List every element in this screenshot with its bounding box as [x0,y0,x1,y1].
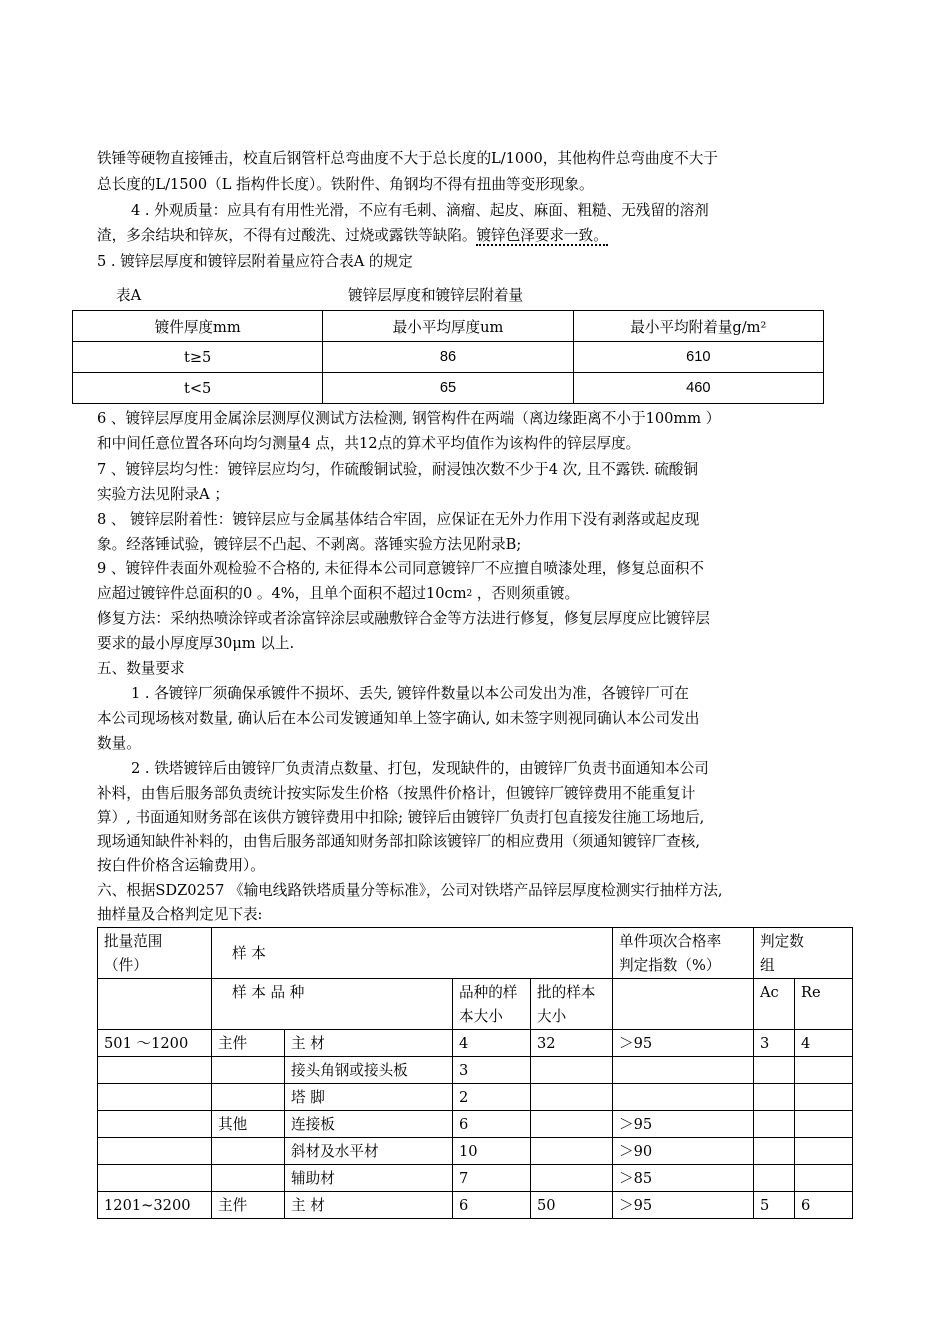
table-cell: 50 [531,1192,613,1219]
table-cell: 主 材 [285,1192,453,1219]
header-judgement: 判定数 组 [754,928,853,979]
table-cell: 辅助材 [285,1165,453,1192]
table-cell [795,1165,853,1192]
table-cell: 斜材及水平材 [285,1138,453,1165]
table-cell: t≥5 [73,342,323,373]
header-batch-sample-size: 批的样本 大小 [531,979,613,1030]
table-cell: 4 [795,1030,853,1057]
table-cell: 1201~3200 [98,1192,212,1219]
table-header: 镀件厚度mm [73,311,323,342]
table-cell [531,1057,613,1084]
table-cell [754,1084,795,1111]
text-line: 要求的最小厚度厚30μm 以上. [97,635,295,652]
table-cell [795,1138,853,1165]
table-cell: 32 [531,1030,613,1057]
text-line: 4 . 外观质量：应具有有用性光滑，不应有毛刺、滴瘤、起皮、麻面、粗糙、无残留的溶剂 [131,202,709,219]
text-line: 8 、 镀锌层附着性：镀锌层应与金属基体结合牢固，应保证在无外力作用下没有剥落或起皮现 [97,511,700,528]
header-batch-range: 批量范围 （件） [98,928,212,979]
text-line: 和中间任意位置各环向均匀测量4 点，共12点的算术平均值作为该构件的锌层厚度。 [97,435,641,452]
table-a-label: 表A [116,287,142,304]
section-heading: 五、数量要求 [97,660,185,677]
table-cell [795,1111,853,1138]
table-cell [98,1111,212,1138]
table-row [98,1165,853,1192]
text-line: 象。经落锤试验，镀锌层不凸起、不剥离。落锤实验方法见附录B; [97,536,522,553]
table-cell [795,1057,853,1084]
table-cell: 连接板 [285,1111,453,1138]
text-line: 实验方法见附录A ； [97,486,229,503]
header-sample: 样 本 [212,928,613,979]
table-cell [212,1165,285,1192]
text-line: 抽样量及合格判定见下表: [97,906,263,923]
text-line: 现场通知缺件补料的，由售后服务部通知财务部扣除该镀锌厂的相应费用（须通知镀锌厂查核, [97,833,700,850]
table-cell: 7 [453,1165,531,1192]
table-cell [98,1138,212,1165]
table-cell [98,1165,212,1192]
table-cell [754,1165,795,1192]
table-cell: 5 [754,1192,795,1219]
table-cell: 460 [573,373,823,404]
text-line: 9 、镀锌件表面外观检验不合格的, 未征得本公司同意镀锌厂不应擅自喷漆处理，修复总面积不 [97,560,704,577]
table-header: 最小平均厚度um [323,311,573,342]
table-cell [212,1138,285,1165]
table-cell [754,1111,795,1138]
table-cell: ＞95 [613,1030,754,1057]
table-cell [212,1057,285,1084]
table-cell: 主 材 [285,1030,453,1057]
table-cell [754,1138,795,1165]
text-line [97,226,608,246]
table-cell: 6 [453,1111,531,1138]
table-cell [531,1111,613,1138]
table-row [73,373,824,404]
table-row [73,342,824,373]
table-row [98,1138,853,1165]
table-cell [754,1057,795,1084]
table-row [98,1057,853,1084]
table-cell: 10 [453,1138,531,1165]
text-line: 算）, 书面通知财务部在该供方镀锌费用中扣除; 镀锌后由镀锌厂负责打包直接发往施工场地后, [97,809,705,826]
emphasized-text: 镀锌色泽要求一致。 [476,227,608,244]
text-line: 修复方法：采纳热喷涂锌或者涂富锌涂层或融敷锌合金等方法进行修复，修复层厚度应比镀锌层 [97,610,710,627]
table-cell: ＞95 [613,1111,754,1138]
header-pass-rate: 单件项次合格率 判定指数（%） [613,928,754,979]
table-cell: 6 [453,1192,531,1219]
table-cell [613,1084,754,1111]
table-cell: 86 [323,342,573,373]
table-cell [613,979,754,1030]
table-b [97,927,853,1219]
table-cell: 塔 脚 [285,1084,453,1111]
table-cell: 501 ～1200 [98,1030,212,1057]
text-line: 5 . 镀锌层厚度和镀锌层附着量应符合表A 的规定 [97,253,413,270]
table-header: 最小平均附着量g/m² [573,311,823,342]
text-line: 数量。 [97,735,141,752]
table-cell [98,1084,212,1111]
table-row [98,1111,853,1138]
table-cell: t<5 [73,373,323,404]
table-cell: 主件 [212,1192,285,1219]
section-heading: 六、根据SDZ0257 《输电线路铁塔质量分等标准》，公司对铁塔产品锌层厚度检测实行抽样方法, [97,882,723,899]
header-re: Re [795,979,853,1030]
text-line [97,584,579,604]
table-a [72,310,824,404]
text-line: 按白件价格含运输费用）。 [97,857,265,874]
table-cell [613,1057,754,1084]
table-a-title: 镀锌层厚度和镀锌层附着量 [348,287,524,304]
table-cell [531,1084,613,1111]
header-ac: Ac [754,979,795,1030]
text-segment: 应超过镀锌件总面积的0 。4%，且单个面积不超过10cm [97,585,467,602]
table-cell: 接头角钢或接头板 [285,1057,453,1084]
table-cell: 65 [323,373,573,404]
text-segment: 渣，多余结块和锌灰，不得有过酸洗、过烧或露铁等缺陷。 [97,227,477,244]
table-cell: ＞95 [613,1192,754,1219]
superscript: 2 [466,589,473,599]
table-row [98,1084,853,1111]
text-line: 补料，由售后服务部负责统计按实际发生价格（按黑件价格计，但镀锌厂镀锌费用不能重复计 [97,785,696,802]
table-cell: 3 [453,1057,531,1084]
table-cell: 2 [453,1084,531,1111]
text-line: 2 . 铁塔镀锌后由镀锌厂负责清点数量、打包，发现缺件的，由镀锌厂负责书面通知本公司 [131,760,709,777]
text-line: 铁锤等硬物直接锤击，校直后钢管杆总弯曲度不大于总长度的L/1000，其他构件总弯曲度不大于 [97,150,718,167]
table-row [98,1030,853,1057]
text-segment: ，否则须重镀。 [472,585,580,602]
table-cell: 4 [453,1030,531,1057]
header-kind-sample-size: 品种的样 本大小 [453,979,531,1030]
table-cell: 6 [795,1192,853,1219]
text-line: 6 、镀锌层厚度用金属涂层测厚仪测试方法检测, 钢管构件在两端（离边缘距离不小于100mm ） [97,410,721,427]
table-cell: 610 [573,342,823,373]
header-sample-kind: 样 本 品 种 [212,979,453,1030]
table-cell: ＞85 [613,1165,754,1192]
text-line: 本公司现场核对数量, 确认后在本公司发镀通知单上签字确认, 如未签字则视同确认本公司发出 [97,710,700,727]
table-cell [98,979,212,1030]
table-cell [212,1084,285,1111]
table-cell: 3 [754,1030,795,1057]
table-cell: 主件 [212,1030,285,1057]
table-cell: 其他 [212,1111,285,1138]
text-line: 7 、镀锌层均匀性：镀锌层应均匀，作硫酸铜试验，耐浸蚀次数不少于4 次, 且不露铁. 硫酸铜 [97,461,698,478]
table-cell [531,1165,613,1192]
table-row [98,1192,853,1219]
table-cell [531,1138,613,1165]
table-cell [795,1084,853,1111]
table-cell: ＞90 [613,1138,754,1165]
text-line: 总长度的L/1500（L 指构件长度）。铁附件、角钢均不得有扭曲等变形现象。 [97,176,594,193]
text-line: 1 . 各镀锌厂须确保承镀件不损坏、丢失, 镀锌件数量以本公司发出为准，各镀锌厂可在 [131,685,689,702]
table-cell [98,1057,212,1084]
